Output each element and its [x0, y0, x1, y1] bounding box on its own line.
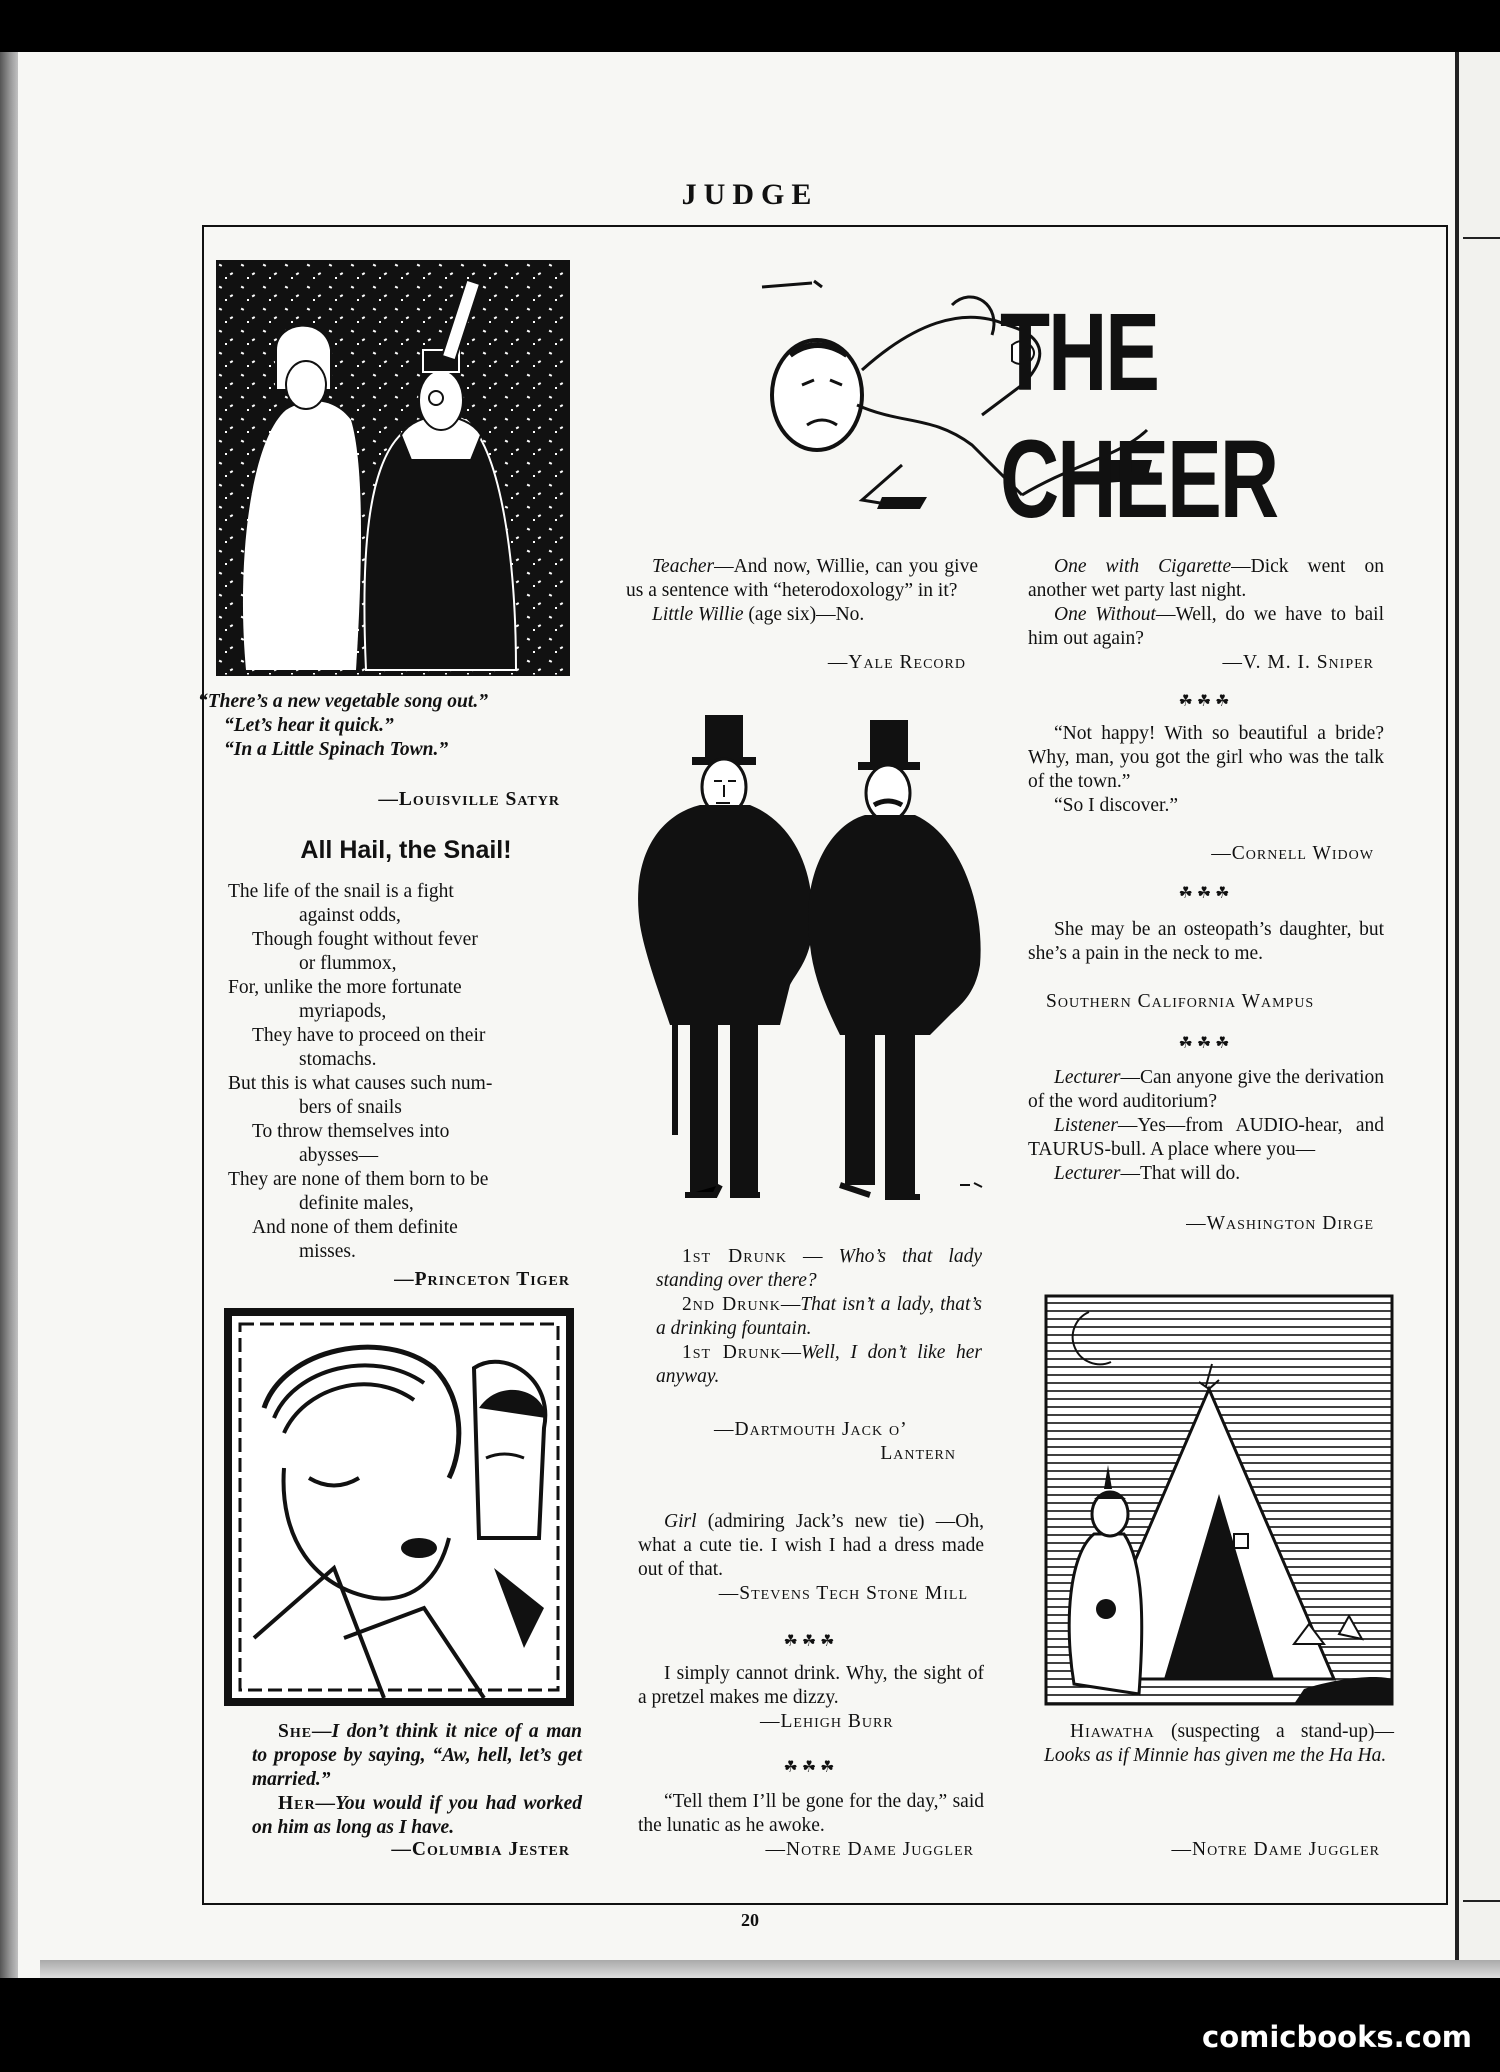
lunatic-source: —Notre Dame Juggler	[765, 1839, 974, 1860]
lecturer-line-2: —That will do.	[1120, 1163, 1241, 1184]
poem-line: abysses—	[299, 1145, 379, 1166]
she-line: —I don’t think it nice of a man to propose by saying, “Aw, hell, let’s get married.”	[252, 1721, 582, 1790]
pretzel-joke: I simply cannot drink. Why, the sight of a pretzel makes me dizzy.	[638, 1663, 984, 1708]
drunk-dialogue	[656, 1245, 982, 1389]
drunk-line-3: Well, I don’t like her anyway.	[656, 1342, 982, 1387]
hiawatha-teepee-illustration	[1044, 1294, 1394, 1706]
without-line: —Well, do we have to bail him out again?	[1028, 604, 1384, 649]
hiawatha-aside: (suspecting a stand-up)—	[1154, 1721, 1394, 1742]
drunk-source	[656, 1418, 966, 1466]
pretzel-source-text: —Lehigh Burr	[760, 1711, 894, 1732]
hiawatha-line: Looks as if Minnie has given me the Ha Ha.	[1044, 1745, 1387, 1766]
cigarette-source: —V. M. I. Sniper	[1222, 652, 1374, 673]
poem-source: —Princeton Tiger	[394, 1269, 570, 1290]
poem-line: And none of them definite	[252, 1217, 458, 1238]
speaker-listener: Listener	[1054, 1115, 1118, 1136]
girl-line: (admiring Jack’s new tie) —Oh, what a cute tie. I wish I had a dress made out of that.	[638, 1511, 984, 1580]
poem-line: The life of the snail is a fight	[228, 881, 454, 902]
poem-title: All Hail, the Snail!	[300, 836, 512, 864]
osteopath-source: Southern California Wampus	[1046, 991, 1315, 1012]
speaker-girl: Girl	[664, 1511, 697, 1532]
poem-line: To throw themselves into	[252, 1121, 450, 1142]
ornament-divider: ☘☘☘	[1178, 1035, 1234, 1052]
bride-source: —Cornell Widow	[1211, 843, 1374, 864]
ornament-divider: ☘☘☘	[783, 1759, 839, 1776]
teacher-source: —Yale Record	[827, 652, 966, 673]
speaker-2nd-drunk: 2nd Drunk	[682, 1294, 781, 1315]
poem-line: For, unlike the more fortunate	[228, 977, 462, 998]
speaker-1st-drunk: 1st Drunk	[682, 1342, 782, 1363]
pretzel-source	[760, 1710, 980, 1734]
speaker-lecturer: Lecturer	[1054, 1163, 1121, 1184]
two-men-top-hats-illustration	[630, 705, 1000, 1225]
poem-line: Though fought without fever	[252, 929, 478, 950]
cigarette-dialogue	[1028, 555, 1384, 651]
cheer-heading: THE CHEER	[1000, 291, 1278, 542]
kissing-couple-illustration	[224, 1308, 574, 1706]
she-her-source: —Columbia Jester	[391, 1839, 570, 1860]
speaker-1st-drunk: 1st Drunk	[682, 1246, 787, 1267]
speaker-one-with-cigarette: One with Cigarette	[1054, 556, 1232, 577]
drunk-source-line-2: Lantern	[880, 1443, 956, 1464]
lecturer-dialogue	[1028, 1066, 1384, 1186]
magazine-header: JUDGE	[681, 178, 819, 211]
girl-source: —Stevens Tech Stone Mill	[718, 1583, 968, 1604]
poem-line: stomachs.	[299, 1049, 377, 1070]
speaker-she: She	[278, 1721, 313, 1742]
snail-poem	[224, 880, 586, 1264]
lecturer-line-1: —Can anyone give the derivation of the word auditorium?	[1028, 1067, 1384, 1112]
ornament-divider: ☘☘☘	[1178, 885, 1234, 902]
poem-line: They have to proceed on their	[252, 1025, 486, 1046]
poem-line: bers of snails	[299, 1097, 402, 1118]
poem-line: against odds,	[299, 905, 401, 926]
page-number: 20	[741, 1910, 759, 1930]
speaker-hiawatha: Hiawatha	[1070, 1721, 1155, 1742]
cigarette-line: —Dick went on another wet party last night.	[1028, 556, 1385, 601]
dash: —	[781, 1342, 801, 1363]
speaker-her: Her	[278, 1793, 316, 1814]
drunk-source-line-1: —Dartmouth Jack o’	[714, 1419, 908, 1440]
drunk-line-1: Who’s that lady standing over there?	[656, 1246, 982, 1291]
poem-line: But this is what causes such num-	[228, 1073, 493, 1094]
teacher-joke	[626, 555, 978, 627]
ornament-divider: ☘☘☘	[1178, 693, 1234, 710]
vegetable-line-2: “Let’s hear it quick.”	[224, 715, 394, 736]
vegetable-line-1: “There’s a new vegetable song out.”	[198, 691, 488, 712]
lecturer-source: —Washington Dirge	[1186, 1213, 1374, 1234]
speaker-one-without: One Without	[1054, 604, 1156, 625]
dash: —	[780, 1294, 801, 1315]
hiawatha-source: —Notre Dame Juggler	[1171, 1839, 1380, 1860]
osteopath-joke: She may be an osteopath’s daughter, but she’s a pain in the neck to me.	[1028, 919, 1384, 964]
next-page-edge	[1455, 52, 1500, 1978]
lunatic-joke: “Tell them I’ll be gone for the day,” said the lunatic as he awoke.	[638, 1791, 984, 1836]
site-watermark: comicbooks.com	[1202, 2020, 1472, 2054]
ornament-divider: ☘☘☘	[783, 1633, 839, 1650]
girl-tie-joke	[638, 1510, 984, 1582]
poem-line: myriapods,	[299, 1001, 387, 1022]
poem-line: They are none of them born to be	[228, 1169, 489, 1190]
cheer-heading-box	[1000, 290, 1400, 542]
drunk-line-2: That isn’t a lady, that’s a drinking fountain.	[656, 1294, 982, 1339]
poem-line: or flummox,	[299, 953, 397, 974]
bride-line-1: “Not happy! With so beautiful a bride? Why, man, you got the girl who was the talk of the town.”	[1028, 723, 1384, 792]
speaker-lecturer: Lecturer	[1054, 1067, 1121, 1088]
dash: —	[786, 1246, 839, 1267]
poem-line: definite males,	[299, 1193, 414, 1214]
hiawatha-caption	[1044, 1720, 1394, 1768]
she-her-dialogue	[252, 1720, 582, 1840]
vegetable-source: —Louisville Satyr	[378, 789, 560, 810]
couple-in-coats-illustration	[216, 260, 570, 676]
her-line: —You would if you had worked on him as long as I have.	[252, 1793, 582, 1838]
bride-joke	[1028, 722, 1384, 818]
willie-line: (age six)—No.	[743, 604, 865, 625]
speaker-teacher: Teacher	[652, 556, 715, 577]
teacher-line: —And now, Willie, can you give us a sentence with “heterodoxology” in it?	[626, 556, 978, 601]
listener-line: —Yes—from AUDIO-hear, and TAURUS-bull. A place where you—	[1028, 1115, 1384, 1160]
bride-line-2: “So I discover.”	[1054, 795, 1179, 816]
page-bottom-edge	[40, 1960, 1500, 1978]
speaker-willie: Little Willie	[652, 604, 744, 625]
vegetable-line-3: “In a Little Spinach Town.”	[224, 739, 449, 760]
poem-line: misses.	[299, 1241, 356, 1262]
